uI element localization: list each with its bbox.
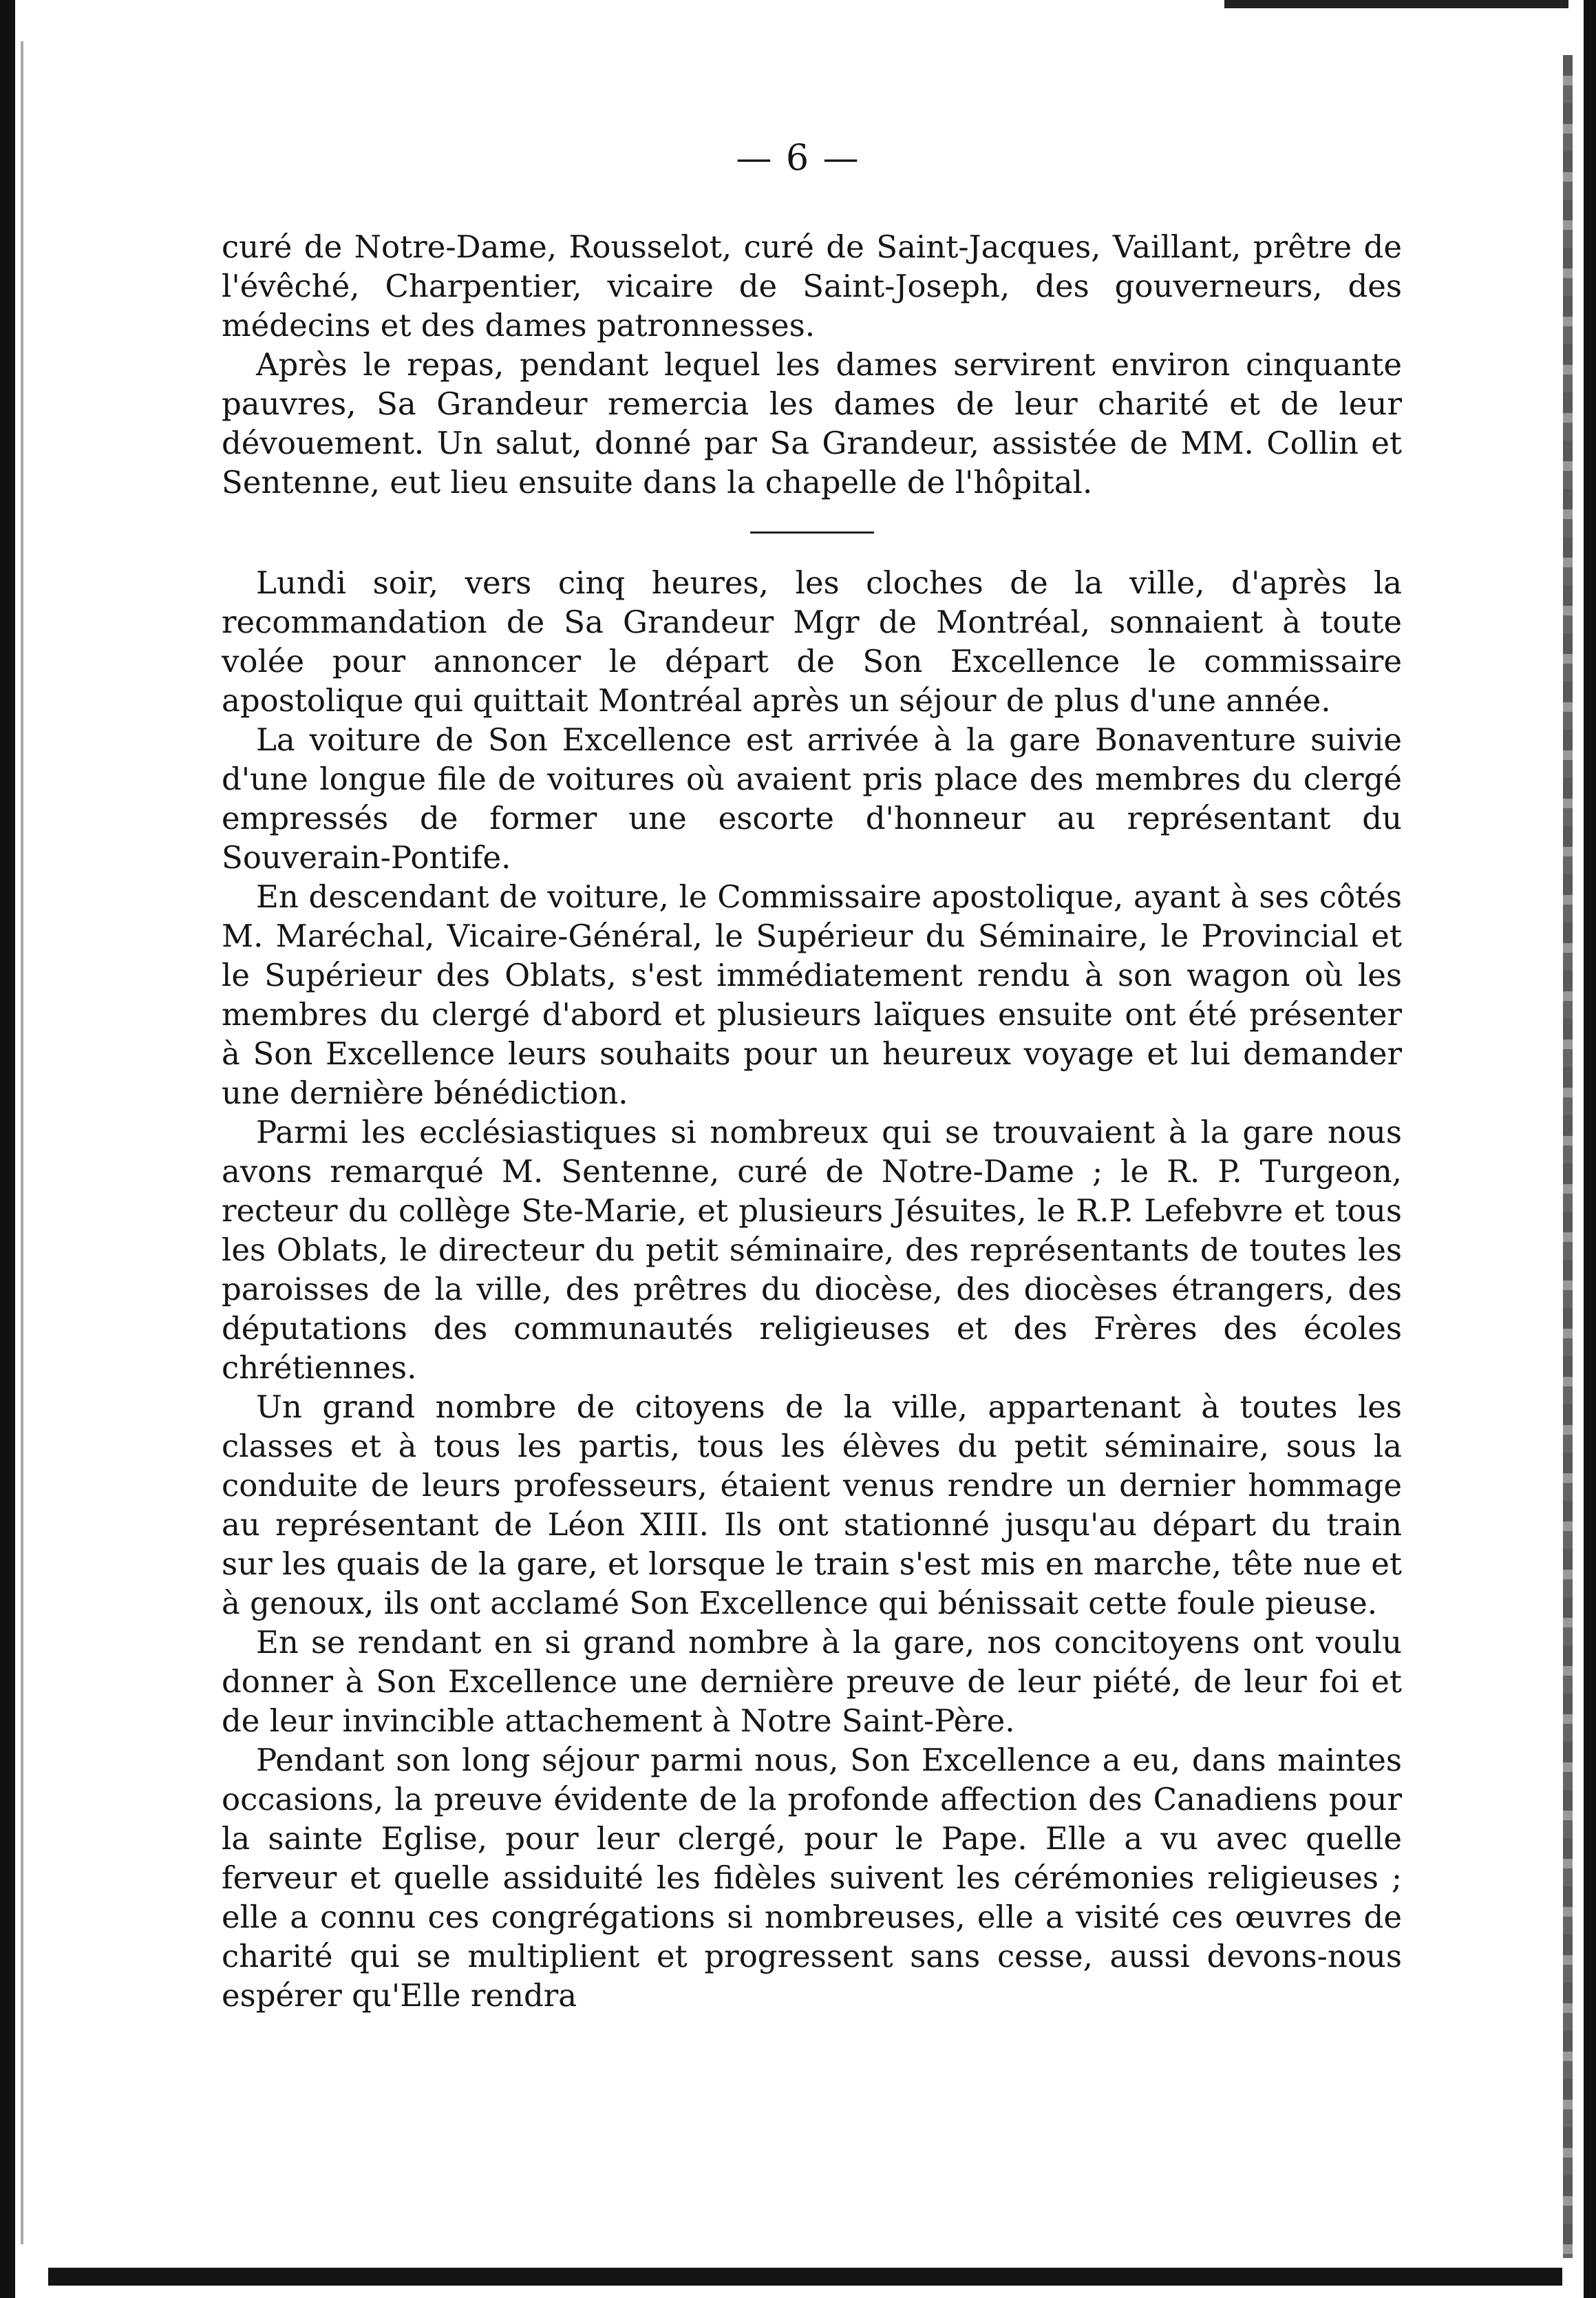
page-number: — 6 —: [736, 138, 860, 179]
paragraph-6: Parmi les ecclésiastiques si nombreux qui se trouvaient à la gare nous avons remarqué M. Sentenne, curé de Notre-Dame ; le R. P. Turgeon, recteur du collège Ste-Marie, et plusieurs Jésuites, le R.P. Lefebvre et tous les Oblats, le directeur du petit séminaire, des représentants de toutes les paroisses de la ville, des prêtres du diocèse, des diocèses étrangers, des députations des communautés religieuses et des Frères des écoles chrétiennes.: [222, 1114, 1402, 1386]
paragraph-9: Pendant son long séjour parmi nous, Son Excellence a eu, dans maintes occasions, la preuve évidente de la profonde affection des Canadiens pour la sainte Eglise, pour leur clergé, pour le Pape. Elle a vu avec quelle ferveur et quelle assiduité les fidèles suivent les cérémonies religieuses ; elle a connu ces congrégations si nombreuses, elle a visité ces œuvres de charité qui se multiplient et progressent sans cesse, aussi devons-nous espérer qu'Elle rendra: [222, 1742, 1402, 2014]
paragraph-1: curé de Notre-Dame, Rousselot, curé de Saint-Jacques, Vaillant, prêtre de l'évêché, Charpentier, vicaire de Saint-Joseph, des gouverneurs, des médecins et des dames patronnesses.: [222, 229, 1402, 344]
page-body: [222, 227, 1402, 2015]
paragraph-4: La voiture de Son Excellence est arrivée à la gare Bonaventure suivie d'une longue file de voitures où avaient pris place des membres du clergé empressés de former une escorte d'honneur au représentant du Souverain-Pontife.: [222, 721, 1402, 876]
scan-border-top: [1224, 0, 1568, 8]
paragraph-2: Après le repas, pendant lequel les dames servirent environ cinquante pauvres, Sa Grandeur remercia les dames de leur charité et de leur dévouement. Un salut, donné par Sa Grandeur, assistée de MM. Collin et Sentenne, eut lieu ensuite dans la chapelle de l'hôpital.: [222, 346, 1402, 500]
scan-border-right-shadow: [1563, 55, 1573, 2258]
scan-border-right: [1584, 0, 1596, 2298]
scan-border-left-shadow: [21, 41, 23, 2244]
paragraph-3: Lundi soir, vers cinq heures, les cloches de la ville, d'après la recommandation de Sa Grandeur Mgr de Montréal, sonnaient à toute volée pour annoncer le départ de Son Excellence le commissaire apostolique qui quittait Montréal après un séjour de plus d'une année.: [222, 565, 1402, 719]
paragraph-5: En descendant de voiture, le Commissaire apostolique, ayant à ses côtés M. Maréchal, Vicaire-Général, le Supérieur du Séminaire, le Provincial et le Supérieur des Oblats, s'est immédiatement rendu à son wagon où les membres du clergé d'abord et plusieurs laïques ensuite ont été présenter à Son Excellence leurs souhaits pour un heureux voyage et lui demander une dernière bénédiction.: [222, 878, 1402, 1111]
paragraph-8: En se rendant en si grand nombre à la gare, nos concitoyens ont voulu donner à Son Excellence une dernière preuve de leur piété, de leur foi et de leur invincible attachement à Notre Saint-Père.: [222, 1624, 1402, 1739]
paragraph-7: Un grand nombre de citoyens de la ville, appartenant à toutes les classes et à tous les partis, tous les élèves du petit séminaire, sous la conduite de leurs professeurs, étaient venus rendre un dernier hommage au représentant de Léon XIII. Ils ont stationné jusqu'au départ du train sur les quais de la gare, et lorsque le train s'est mis en marche, tête nue et à genoux, ils ont acclamé Son Excellence qui bénissait cette foule pieuse.: [222, 1389, 1402, 1621]
section-separator: [750, 531, 874, 534]
scan-border-bottom: [48, 2268, 1562, 2286]
scan-border-left: [0, 0, 15, 2298]
